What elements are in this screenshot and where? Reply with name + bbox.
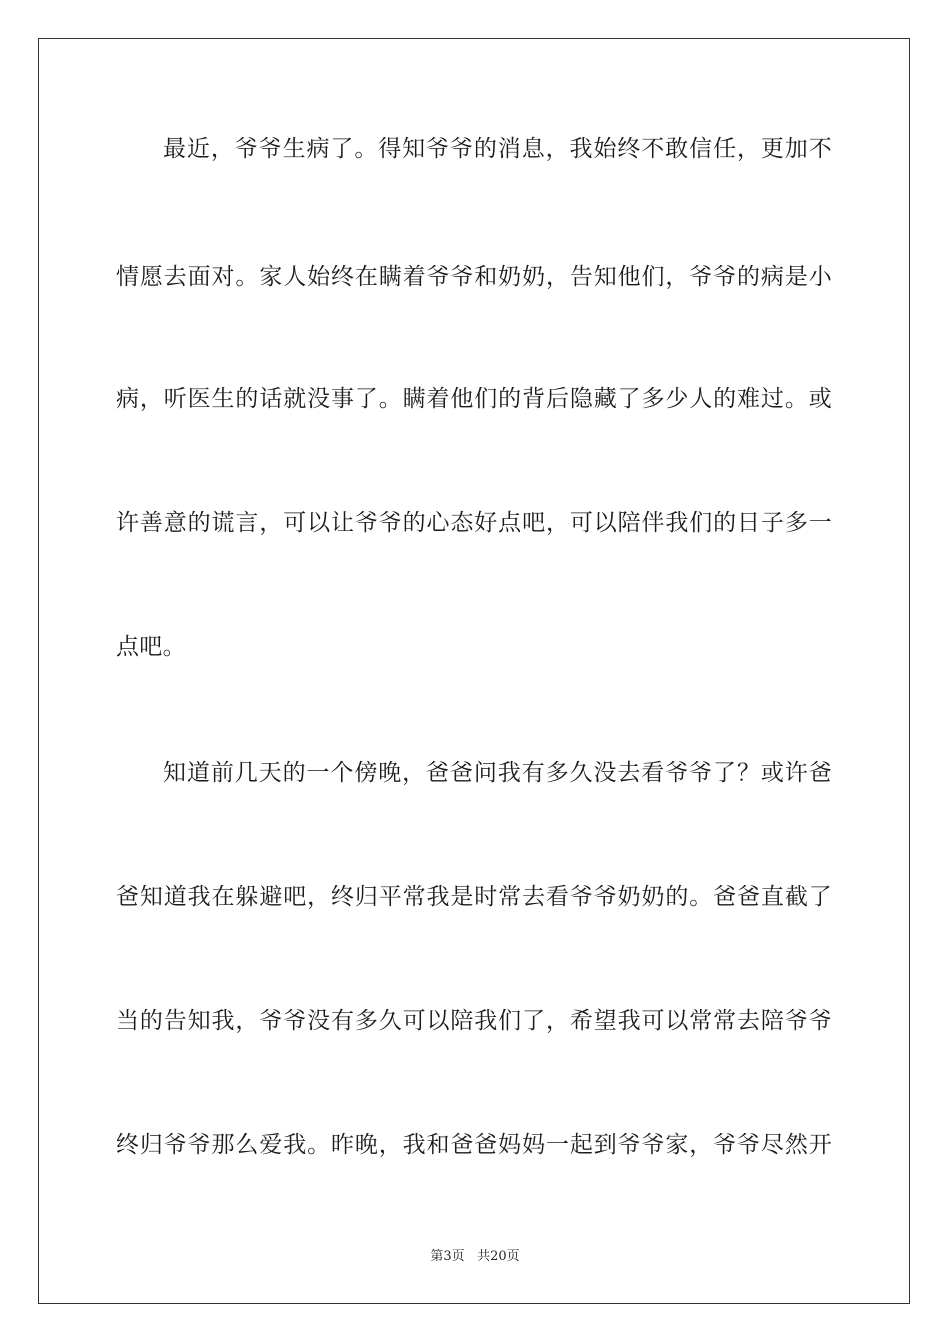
paragraph-2-line-3: 当的告知我，爷爷没有多久可以陪我们了，希望我可以常常去陪爷爷 bbox=[116, 1008, 832, 1034]
paragraph-1-line-1: 最近，爷爷生病了。得知爷爷的消息，我始终不敢信任，更加不 bbox=[163, 136, 832, 162]
page-footer bbox=[0, 1248, 950, 1266]
paragraph-1-line-3: 病，听医生的话就没事了。瞒着他们的背后隐藏了多少人的难过。或 bbox=[116, 386, 832, 412]
page-total: 共20页 bbox=[477, 1249, 520, 1264]
paragraph-2-line-2: 爸知道我在躲避吧，终归平常我是时常去看爷爷奶奶的。爸爸直截了 bbox=[116, 884, 832, 910]
paragraph-2-line-1: 知道前几天的一个傍晚，爸爸问我有多久没去看爷爷了？或许爸 bbox=[163, 760, 832, 786]
paragraph-2-line-4: 终归爷爷那么爱我。昨晚，我和爸爸妈妈一起到爷爷家，爷爷尽然开 bbox=[116, 1132, 832, 1158]
page-border bbox=[38, 38, 910, 1304]
paragraph-1-line-4: 许善意的谎言，可以让爷爷的心态好点吧，可以陪伴我们的日子多一 bbox=[116, 510, 832, 536]
paragraph-1-line-2: 情愿去面对。家人始终在瞒着爷爷和奶奶，告知他们，爷爷的病是小 bbox=[116, 264, 832, 290]
paragraph-1-line-5: 点吧。 bbox=[116, 634, 186, 660]
page-number: 第3页 bbox=[430, 1249, 465, 1264]
